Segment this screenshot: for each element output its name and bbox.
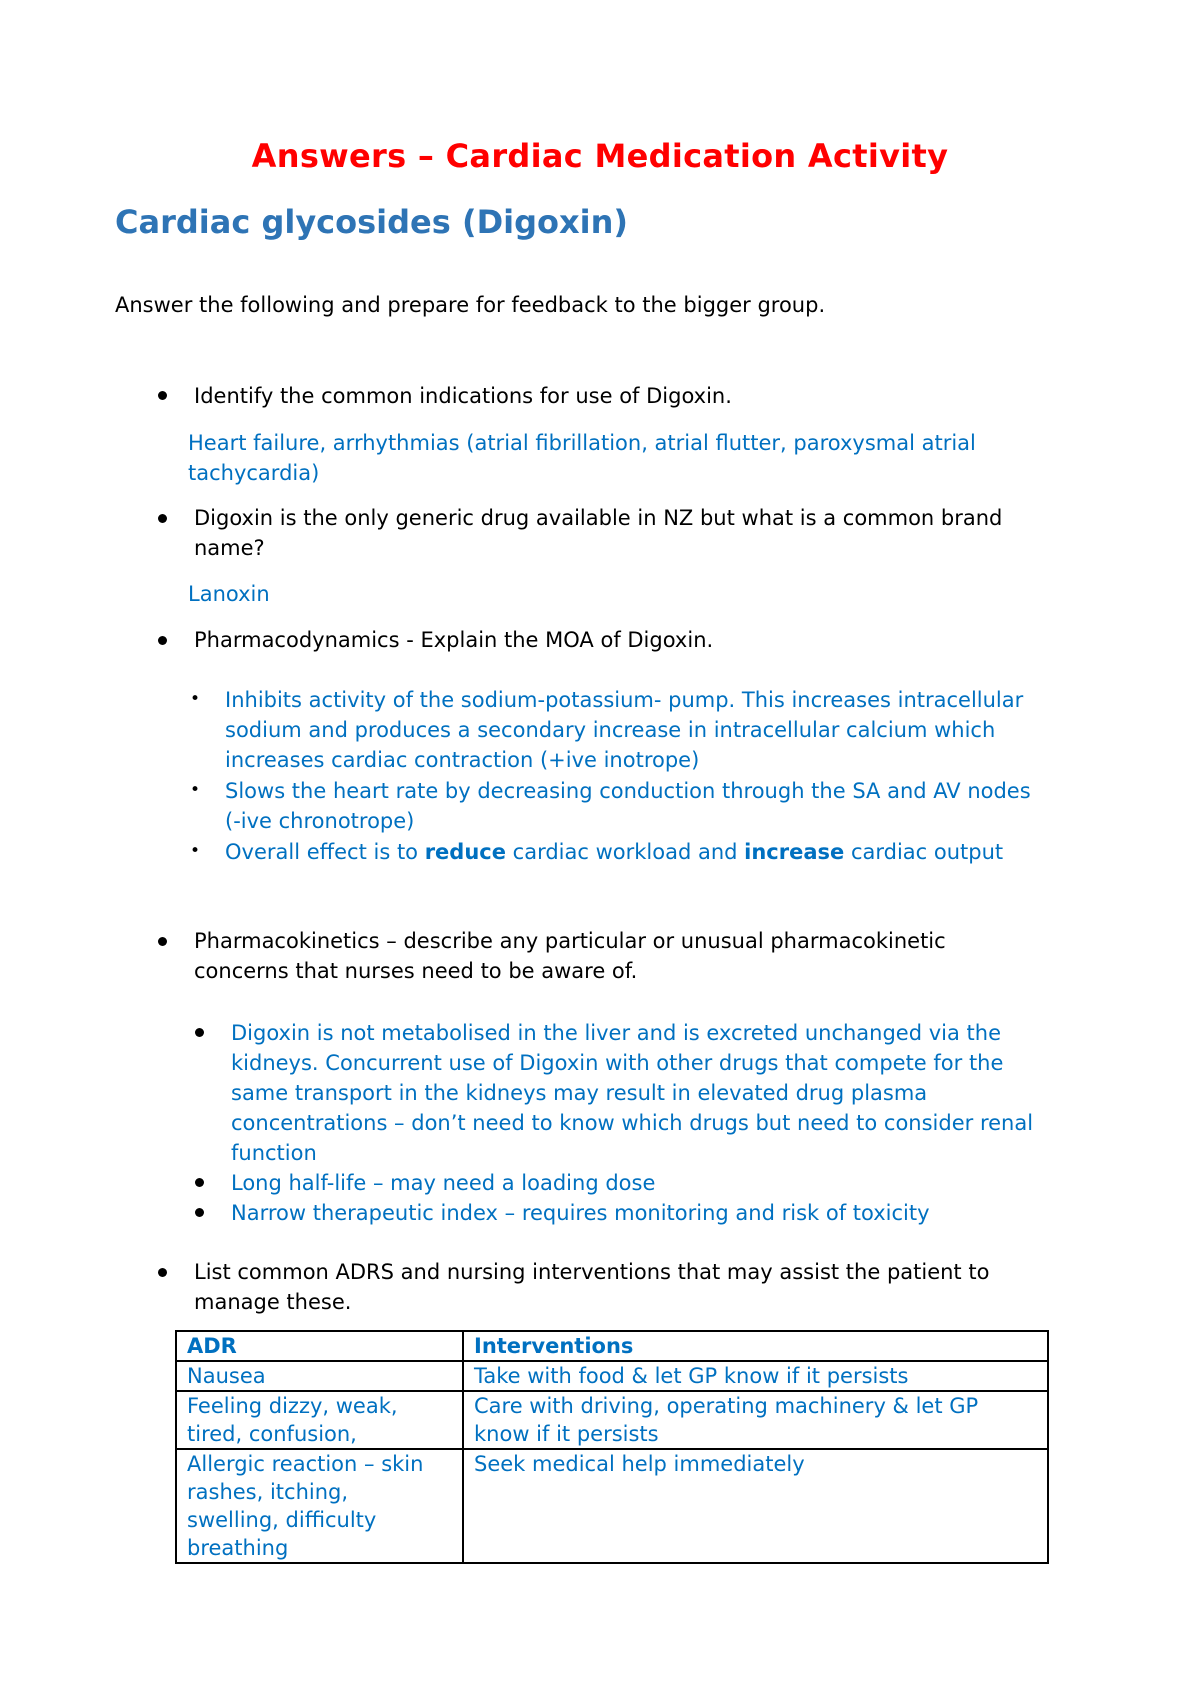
question-5-line-2: manage these. xyxy=(194,1290,352,1314)
question-5-line-1: List common ADRS and nursing interventions that may assist the patient to xyxy=(194,1260,990,1284)
table-row xyxy=(176,1361,1048,1391)
table-header-interventions: Interventions xyxy=(463,1331,1048,1361)
bullet-icon xyxy=(195,1178,204,1187)
bullet-icon xyxy=(158,937,167,946)
question-4-line-1: Pharmacokinetics – describe any particular or unusual pharmacokinetic xyxy=(194,929,946,953)
section-heading: Cardiac glycosides (Digoxin) xyxy=(115,203,628,241)
adr-cell: Feeling dizzy, weak, tired, confusion, xyxy=(176,1391,463,1449)
question-1: Identify the common indications for use of Digoxin. xyxy=(194,384,732,408)
answer-3-3: Overall effect is to reduce cardiac workload and increase cardiac output xyxy=(225,840,1004,864)
answer-1-line-2: tachycardia) xyxy=(188,461,320,485)
table-header-adr: ADR xyxy=(176,1331,463,1361)
table-header-row xyxy=(176,1331,1048,1361)
bullet-icon xyxy=(195,1028,204,1037)
adr-cell: Nausea xyxy=(176,1361,463,1391)
question-2-line-1: Digoxin is the only generic drug available in NZ but what is a common brand xyxy=(194,506,1003,530)
bullet-icon: • xyxy=(190,841,201,861)
intervention-cell: Care with driving, operating machinery & let GP know if it persists xyxy=(463,1391,1048,1449)
bullet-icon xyxy=(158,636,167,645)
bullet-icon xyxy=(195,1208,204,1217)
answer-3-1-line-3: increases cardiac contraction (+ive inotrope) xyxy=(225,748,700,772)
table-row xyxy=(176,1391,1048,1449)
answer-4-1-line-4: concentrations – don’t need to know which drugs but need to consider renal xyxy=(231,1111,1034,1135)
table-row xyxy=(176,1449,1048,1563)
question-4-line-2: concerns that nurses need to be aware of. xyxy=(194,959,638,983)
bullet-icon xyxy=(158,514,167,523)
answer-1-line-1: Heart failure, arrhythmias (atrial fibrillation, atrial flutter, paroxysmal atrial xyxy=(188,431,976,455)
answer-4-1-line-5: function xyxy=(231,1141,317,1165)
intervention-cell: Take with food & let GP know if it persists xyxy=(463,1361,1048,1391)
answer-3-1-line-2: sodium and produces a secondary increase in intracellular calcium which xyxy=(225,718,996,742)
answer-3-1-line-1: Inhibits activity of the sodium-potassium- pump. This increases intracellular xyxy=(225,688,1024,712)
answer-4-1-line-3: same transport in the kidneys may result in elevated drug plasma xyxy=(231,1081,928,1105)
question-3: Pharmacodynamics - Explain the MOA of Digoxin. xyxy=(194,628,714,652)
answer-4-3: Narrow therapeutic index – requires monitoring and risk of toxicity xyxy=(231,1201,930,1225)
answer-4-2: Long half-life – may need a loading dose xyxy=(231,1171,656,1195)
bullet-icon xyxy=(158,391,167,400)
bullet-icon: • xyxy=(190,780,201,800)
question-2-line-2: name? xyxy=(194,536,265,560)
answer-2: Lanoxin xyxy=(188,582,270,606)
document-title: Answers – Cardiac Medication Activity xyxy=(251,137,949,175)
adr-cell: Allergic reaction – skin rashes, itching, swelling, difficulty breathing xyxy=(176,1449,463,1563)
bullet-icon: • xyxy=(190,689,201,709)
intro-text: Answer the following and prepare for feedback to the bigger group. xyxy=(115,293,826,317)
answer-3-2-line-2: (-ive chronotrope) xyxy=(225,809,415,833)
bullet-icon xyxy=(158,1268,167,1277)
answer-3-2-line-1: Slows the heart rate by decreasing conduction through the SA and AV nodes xyxy=(225,779,1031,803)
answer-4-1-line-1: Digoxin is not metabolised in the liver and is excreted unchanged via the xyxy=(231,1021,1001,1045)
adr-table xyxy=(175,1330,1049,1564)
intervention-cell: Seek medical help immediately xyxy=(463,1449,1048,1563)
answer-4-1-line-2: kidneys. Concurrent use of Digoxin with other drugs that compete for the xyxy=(231,1051,1004,1075)
